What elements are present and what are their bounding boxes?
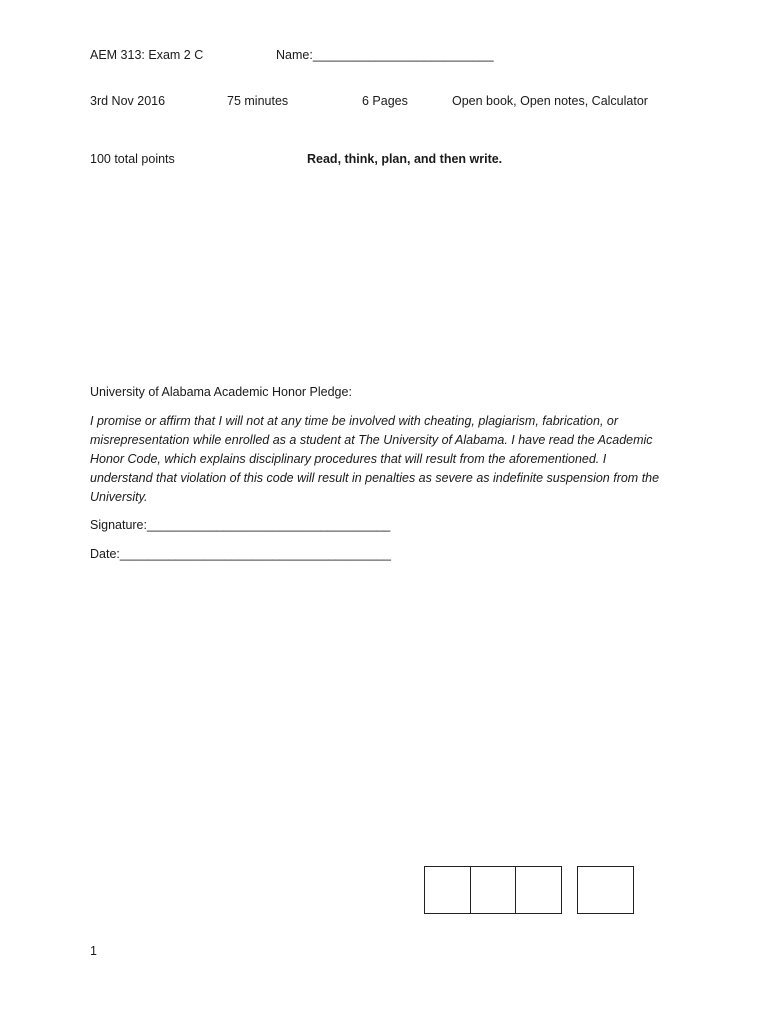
pledge-line: University. [90,490,148,504]
name-field: Name:__________________________ [276,48,494,62]
exam-instruction: Read, think, plan, and then write. [307,152,503,166]
total-score-box [577,866,634,914]
pledge-line: understand that violation of this code will result in penalties as severe as indefinite suspension from the [90,471,660,485]
pledge-line: misrepresentation while enrolled as a student at The University of Alabama. I have read the Academic [90,433,653,447]
total-points: 100 total points [90,152,175,166]
pledge-line: Honor Code, which explains disciplinary procedures that will result from the aforementioned. I [90,452,607,466]
exam-date: 3rd Nov 2016 [90,94,166,108]
page-number: 1 [90,944,97,958]
grade-box-1 [424,866,471,914]
exam-duration: 75 minutes [227,94,289,108]
date-field: Date:_______________________________________ [90,547,392,561]
page-count: 6 Pages [362,94,408,108]
grade-box-3 [515,866,562,914]
signature-field: Signature:___________________________________ [90,518,391,532]
course-title: AEM 313: Exam 2 C [90,48,204,62]
pledge-heading: University of Alabama Academic Honor Pledge: [90,385,352,399]
pledge-line: I promise or affirm that I will not at any time be involved with cheating, plagiarism, fabrication, or [90,414,619,428]
allowed-materials: Open book, Open notes, Calculator [452,94,648,108]
pledge-text [90,412,690,507]
grade-box-2 [470,866,516,914]
